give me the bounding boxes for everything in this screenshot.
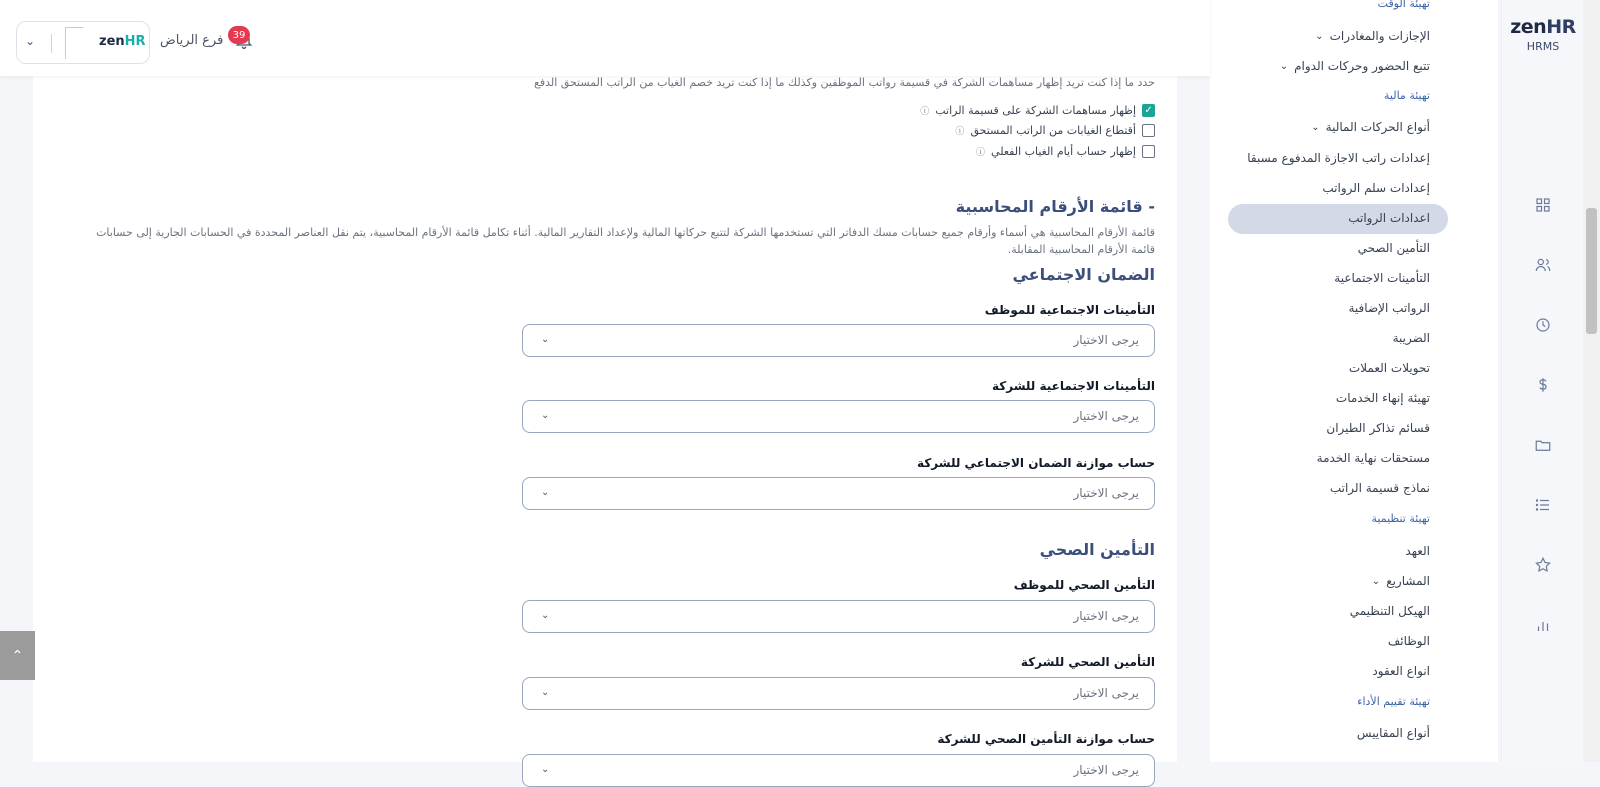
- star-icon[interactable]: [1502, 550, 1584, 580]
- sidebar-item-label: الإجازات والمغادرات: [1329, 29, 1430, 43]
- chevron-down-icon: ⌄: [541, 487, 550, 498]
- sidebar-item-label: انواع العقود: [1372, 664, 1430, 678]
- field-label: التأمين الصحي للشركة: [1020, 655, 1155, 669]
- select-placeholder: يرجى الاختيار: [1073, 333, 1139, 347]
- select-placeholder: يرجى الاختيار: [1073, 686, 1139, 700]
- select-placeholder: يرجى الاختيار: [1073, 609, 1139, 623]
- sidebar-item-currency-exchange[interactable]: [1349, 361, 1430, 375]
- sidebar-item-jobs[interactable]: [1388, 634, 1430, 648]
- sidebar-item-flight-tickets[interactable]: [1326, 421, 1430, 435]
- chevron-down-icon: ⌄: [541, 687, 550, 698]
- app-logo: zenHR: [1510, 16, 1576, 38]
- main-content: [33, 76, 1177, 777]
- sidebar-item-attendance[interactable]: [1280, 59, 1430, 73]
- app-subtitle: HRMS: [1526, 40, 1560, 53]
- scroll-to-top-button[interactable]: ⌃: [0, 631, 35, 680]
- info-icon[interactable]: ⓘ: [920, 107, 930, 117]
- deduct-absences-row[interactable]: [955, 124, 1155, 137]
- chevron-down-icon: ⌄: [1311, 121, 1320, 133]
- chevron-down-icon: ⌄: [1279, 60, 1289, 72]
- chevron-down-icon: ⌄: [1315, 30, 1324, 42]
- show-actual-absence-days-row[interactable]: [976, 145, 1155, 158]
- select-placeholder: يرجى الاختيار: [1073, 486, 1139, 500]
- sidebar-item-label: العهد: [1405, 544, 1430, 558]
- show-company-contributions-row[interactable]: [920, 104, 1155, 117]
- top-header: [0, 0, 1210, 76]
- branch-switcher[interactable]: [16, 21, 150, 64]
- company-health-insurance-select[interactable]: [522, 677, 1155, 710]
- vertical-scrollbar[interactable]: [1583, 0, 1600, 762]
- sidebar-item-label: أنواع المقاييس: [1356, 726, 1430, 740]
- employee-social-insurance-select[interactable]: [522, 324, 1155, 357]
- folder-icon[interactable]: [1502, 430, 1584, 460]
- sidebar-item-label: إعدادات سلم الرواتب: [1322, 181, 1430, 195]
- sidebar-item-label: التأمينات الاجتماعية: [1334, 271, 1430, 285]
- chevron-down-icon[interactable]: ⌄: [25, 34, 36, 48]
- branch-name[interactable]: فرع الرياض: [160, 33, 224, 48]
- sidebar-item-label: الضريبة: [1392, 331, 1430, 345]
- info-icon[interactable]: ⓘ: [955, 127, 965, 137]
- field-label: التأمين الصحي للموظف: [1013, 578, 1155, 592]
- sidebar-item-leaves[interactable]: [1315, 29, 1430, 43]
- sidebar-item-custody[interactable]: [1405, 544, 1430, 558]
- divider: [51, 34, 52, 53]
- chevron-down-icon: ⌄: [541, 334, 550, 345]
- field-label: حساب موازنة التأمين الصحي للشركة: [937, 732, 1155, 746]
- health-insurance-balance-account-select[interactable]: [522, 754, 1155, 787]
- chevron-down-icon: ⌄: [541, 764, 550, 775]
- sidebar-item-label: اعدادات الرواتب: [1348, 211, 1430, 225]
- sidebar-item-label: الرواتب الإضافية: [1348, 301, 1430, 315]
- sidebar-item-projects[interactable]: [1372, 574, 1430, 588]
- sidebar-item-health-insurance[interactable]: [1358, 241, 1430, 255]
- settings-intro: حدد ما إذا كنت تريد إظهار مساهمات الشركة في قسيمة رواتب الموظفين وكذلك ما إذا كنت تريد خصم الغياب من الراتب المستحق الدفع: [533, 76, 1155, 89]
- info-icon[interactable]: ⓘ: [976, 148, 986, 158]
- social-security-heading: الضمان الاجتماعي: [1012, 265, 1155, 284]
- sidebar-item-label: المشاريع: [1386, 574, 1430, 588]
- users-icon[interactable]: [1502, 250, 1584, 280]
- app-brand[interactable]: [1502, 16, 1584, 53]
- broken-image-icon: [65, 27, 83, 59]
- bar-chart-icon[interactable]: [1502, 610, 1584, 640]
- sidebar-item-label: إعدادات راتب الاجازة المدفوع مسبقا: [1247, 151, 1430, 165]
- sidebar-section-finance: تهيئة مالية: [1384, 89, 1430, 102]
- chevron-down-icon: ⌄: [541, 410, 550, 421]
- sidebar-item-label: تهيئة إنهاء الخدمات: [1335, 391, 1430, 405]
- sidebar-item-org-structure[interactable]: [1350, 604, 1430, 618]
- sidebar-item-label: التأمين الصحي: [1357, 241, 1430, 255]
- grid-icon[interactable]: [1502, 190, 1584, 220]
- icon-rail: [1501, 0, 1583, 762]
- checkbox-label: أقتطاع الغيابات من الراتب المستحق: [970, 124, 1136, 137]
- checkbox-label: إظهار حساب أيام الغياب الفعلي: [991, 145, 1136, 158]
- sidebar-item-social-insurance[interactable]: [1334, 271, 1430, 285]
- deduct-absences-checkbox[interactable]: [1142, 124, 1155, 137]
- notification-count-badge: 39: [228, 26, 250, 44]
- field-label: التأمينات الاجتماعية للشركة: [991, 379, 1155, 393]
- sidebar-section-performance: تهيئة تقييم الأداء: [1357, 695, 1430, 708]
- sidebar-item-label: تحويلات العملات: [1348, 361, 1430, 375]
- select-placeholder: يرجى الاختيار: [1073, 409, 1139, 423]
- sidebar-item-label: نماذج قسيمة الراتب: [1329, 481, 1430, 495]
- chevron-down-icon: ⌄: [541, 610, 550, 621]
- sidebar-item-prepaid-leave-salary[interactable]: [1247, 151, 1430, 165]
- scrollbar-thumb[interactable]: [1586, 208, 1597, 334]
- show-company-contributions-checkbox[interactable]: [1142, 104, 1155, 117]
- field-label: التأمينات الاجتماعية للموظف: [984, 303, 1155, 317]
- sidebar-item-label: الوظائف: [1387, 634, 1430, 648]
- checkbox-label: إظهار مساهمات الشركة على قسيمة الراتب: [935, 104, 1136, 117]
- sidebar-item-payroll-settings[interactable]: [1348, 211, 1430, 225]
- chart-of-accounts-heading: - قائمة الأرقام المحاسبية: [955, 197, 1155, 216]
- sidebar-item-termination-setup[interactable]: [1336, 391, 1430, 405]
- clock-icon[interactable]: [1502, 310, 1584, 340]
- field-label: حساب موازنة الضمان الاجتماعي للشركة: [917, 456, 1155, 470]
- sidebar-item-label: قسائم تذاكر الطيران: [1326, 421, 1430, 435]
- sidebar-item-label: الهيكل التنظيمي: [1349, 604, 1430, 618]
- select-placeholder: يرجى الاختيار: [1073, 763, 1139, 777]
- social-security-balance-account-select[interactable]: [522, 477, 1155, 510]
- sidebar-item-end-of-service[interactable]: [1317, 451, 1430, 465]
- settings-sidebar: [1210, 0, 1498, 762]
- sidebar-item-financial-transactions[interactable]: [1311, 120, 1430, 134]
- chevron-down-icon: ⌄: [1371, 575, 1381, 587]
- dollar-icon[interactable]: [1502, 370, 1584, 400]
- sidebar-item-label: مستحقات نهاية الخدمة: [1316, 451, 1430, 465]
- sidebar-section-organizational: تهيئة تنظيمية: [1371, 512, 1430, 525]
- branch-logo: zenHR: [99, 34, 146, 49]
- sidebar-item-label: تتبع الحضور وحركات الدوام: [1294, 59, 1430, 73]
- employee-health-insurance-select[interactable]: [522, 600, 1155, 633]
- sidebar-item-contract-types[interactable]: [1372, 664, 1430, 678]
- sidebar-item-metric-types[interactable]: [1357, 726, 1430, 740]
- sidebar-item-payslip-templates[interactable]: [1330, 481, 1430, 495]
- company-social-insurance-select[interactable]: [522, 400, 1155, 433]
- list-icon[interactable]: [1502, 490, 1584, 520]
- sidebar-item-salary-scale[interactable]: [1322, 181, 1430, 195]
- chart-of-accounts-description: قائمة الأرقام المحاسبية هي أسماء وأرقام جميع حسابات مسك الدفاتر التي تستخدمها الشركة لتتبع حركاتها المالية ولإعداد التقارير المالية. أثناء تكامل قائمة الأرقام المحاسبية، يتم نقل العناصر المحددة في الحسابات الجارية إلى حسابات قائمة الأرقام المحاسبية المقابلة.: [96, 226, 1155, 256]
- health-insurance-heading: التأمين الصحي: [1039, 540, 1155, 559]
- sidebar-section-time: تهيئة الوقت: [1377, 0, 1430, 10]
- sidebar-item-tax[interactable]: [1393, 331, 1430, 345]
- sidebar-item-additional-salaries[interactable]: [1349, 301, 1431, 315]
- show-actual-absence-days-checkbox[interactable]: [1142, 145, 1155, 158]
- sidebar-item-label: أنواع الحركات المالية: [1325, 120, 1430, 134]
